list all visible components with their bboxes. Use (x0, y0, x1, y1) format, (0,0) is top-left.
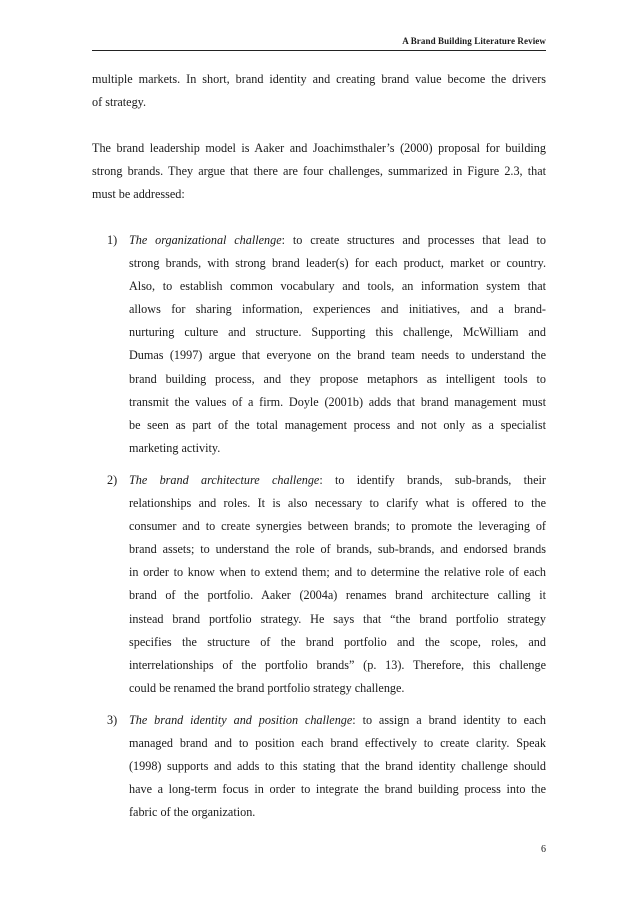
list-number: 2) (107, 473, 118, 487)
text-line: must be addressed: (92, 187, 185, 202)
text-line: Also, to establish common vocabulary and tools, an information system that (129, 279, 546, 294)
text-line: be seen as part of the total management process and not only as a specialist (129, 417, 546, 432)
text-line: fabric of the organization. (129, 805, 256, 820)
text-line: of strategy. (92, 95, 147, 110)
text-line: brand assets; to understand the role of brands, sub-brands, and endorsed brands (129, 542, 546, 557)
challenge-intro: : to identify brands, sub-brands, their (319, 473, 546, 487)
running-header: A Brand Building Literature Review (402, 36, 546, 46)
text-line: brand of the portfolio. Aaker (2004a) renames brand architecture calling it (129, 588, 546, 603)
text-line: specifies the structure of the brand portfolio and the scope, roles, and (129, 634, 546, 649)
text-line: strong brands. They argue that there are four challenges, summarized in Figure 2.3, that (92, 164, 546, 179)
list-number: 3) (107, 713, 118, 727)
text-line: marketing activity. (129, 440, 221, 455)
paragraph-1 (92, 68, 546, 114)
challenge-title: The organizational challenge (129, 233, 282, 247)
challenge-intro: : to create structures and processes that lead to (281, 233, 547, 247)
text-line: in order to know when to extend them; and to determine the relative role of each (129, 565, 546, 580)
text-line: Dumas (1997) argue that everyone on the brand team needs to understand the (129, 348, 546, 363)
text-line: interrelationships of the portfolio brands” (p. 13). Therefore, this challenge (129, 657, 546, 672)
text-line: nurturing culture and structure. Supporting this challenge, McWilliam and (129, 325, 546, 340)
text-line: instead brand portfolio strategy. He says that “the brand portfolio strategy (129, 611, 546, 626)
list-item-body (129, 469, 546, 700)
challenge-intro: : to assign a brand identity to each (352, 713, 546, 727)
header-rule (92, 50, 546, 51)
page-number: 6 (541, 844, 546, 855)
text-line: managed brand and to position each brand effectively to create clarity. Speak (129, 736, 546, 751)
challenge-title: The brand identity and position challenge (129, 713, 353, 727)
challenge-title: The brand architecture challenge (129, 473, 320, 487)
list-item-body (129, 709, 546, 824)
text-line: (1998) supports and adds to this stating that the brand identity challenge should (129, 759, 546, 774)
text-line: allows for sharing information, experiences and initiatives, and a brand- (129, 302, 546, 317)
text-line: could be renamed the brand portfolio strategy challenge. (129, 680, 405, 695)
paragraph-2 (92, 137, 546, 206)
text-line (129, 229, 546, 252)
list-number: 1) (107, 233, 118, 247)
text-line: brand building process, and they propose metaphors as intelligent tools to (129, 371, 546, 386)
list-item-body (129, 229, 546, 460)
text-line: multiple markets. In short, brand identity and creating brand value become the drivers (92, 72, 546, 86)
text-line (129, 709, 546, 732)
text-line: strong brands, with strong brand leader(s) for each product, market or country. (129, 256, 546, 271)
text-line: relationships and roles. It is also necessary to clarify what is offered to the (129, 496, 546, 511)
text-line: The brand leadership model is Aaker and Joachimsthaler’s (2000) proposal for building (92, 141, 546, 155)
text-line: consumer and to create synergies between brands; to promote the leveraging of (129, 519, 546, 534)
text-line (129, 469, 546, 492)
text-line: transmit the values of a firm. Doyle (2001b) adds that brand management must (129, 394, 546, 409)
text-line: have a long-term focus in order to integrate the brand building process into the (129, 782, 546, 797)
